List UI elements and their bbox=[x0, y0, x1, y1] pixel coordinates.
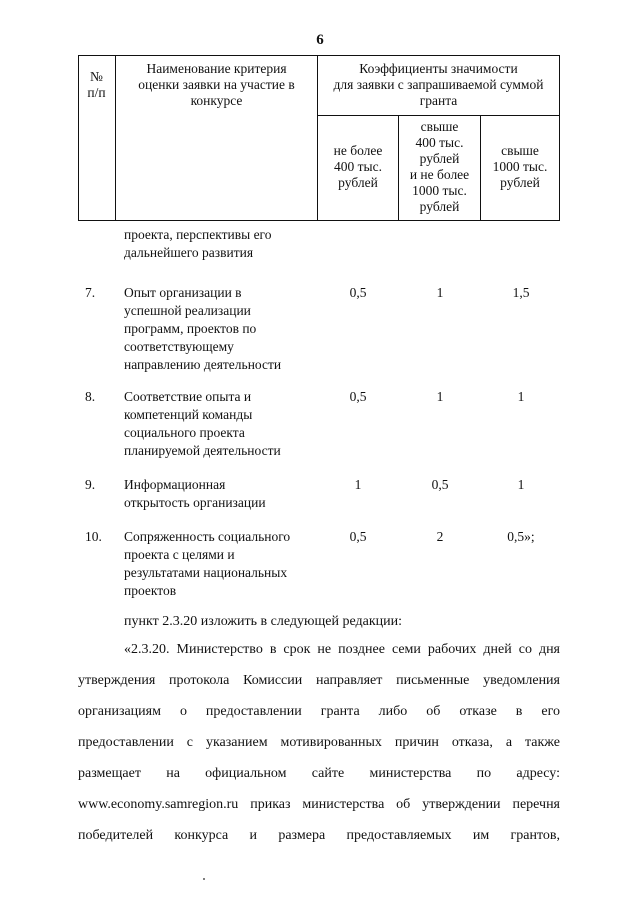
row-criterion: Информационная открытость организации bbox=[124, 477, 266, 510]
header-sub-over-1000k: свыше 1000 тыс. рублей bbox=[492, 143, 548, 190]
row-criterion: Сопряженность социального проекта с целями и результатами национальных проектов bbox=[124, 529, 291, 598]
header-criterion: Наименование критерия оценки заявки на участие в конкурсе bbox=[138, 61, 295, 108]
row-value-3: 0,5»; bbox=[507, 529, 535, 544]
row-value-3: 1 bbox=[517, 389, 525, 404]
paragraph-line: победителей конкурса и размера предоставляемых им грантов, bbox=[78, 828, 560, 843]
table-header bbox=[78, 55, 560, 221]
page-number: 6 bbox=[316, 32, 324, 48]
amendment-intro: пункт 2.3.20 изложить в следующей редакции: bbox=[124, 614, 402, 629]
row-value-1: 1 bbox=[354, 477, 362, 492]
paragraph-line: организациям о предоставлении гранта либо об отказе в его bbox=[78, 704, 560, 719]
header-sub-up-to-400k: не более 400 тыс. рублей bbox=[333, 143, 383, 190]
paragraph-line: www.economy.samregion.ru приказ министерства об утверждении перечня bbox=[78, 797, 560, 812]
row-value-2: 0,5 bbox=[431, 477, 449, 492]
row-criterion: Соответствие опыта и компетенций команды социального проекта планируемой деятельности bbox=[124, 389, 281, 458]
row-number: 8. bbox=[85, 389, 96, 404]
row-value-1: 0,5 bbox=[349, 285, 367, 300]
header-sub-400k-1000k: свыше 400 тыс. рублей и не более 1000 тыс. рублей bbox=[409, 119, 470, 214]
row-criterion: Опыт организации в успешной реализации программ, проектов по соответствующему направлению деятельности bbox=[124, 285, 282, 372]
row-value-2: 2 bbox=[436, 529, 444, 544]
amendment-paragraph bbox=[78, 641, 560, 858]
row-value-2: 1 bbox=[436, 285, 444, 300]
row-number: 10. bbox=[85, 529, 102, 544]
row-number: 9. bbox=[85, 477, 96, 492]
paragraph-line: утверждения протокола Комиссии направляет письменные уведомления bbox=[78, 673, 560, 688]
row-value-1: 0,5 bbox=[349, 529, 367, 544]
row-value-2: 1 bbox=[436, 389, 444, 404]
row-value-3: 1,5 bbox=[512, 285, 530, 300]
header-number: № п/п bbox=[87, 69, 106, 100]
paragraph-line: размещает на официальном сайте министерства по адресу: bbox=[78, 766, 560, 781]
paragraph-line: «2.3.20. Министерство в срок не позднее семи рабочих дней со дня bbox=[124, 642, 560, 657]
scan-speck bbox=[203, 878, 205, 880]
header-coefficients: Коэффициенты значимости для заявки с запрашиваемой суммой гранта bbox=[333, 61, 544, 108]
row-number: 7. bbox=[85, 285, 96, 300]
row-value-3: 1 bbox=[517, 477, 525, 492]
paragraph-line: предоставлении с указанием мотивированных причин отказа, а также bbox=[78, 735, 560, 750]
row-value-1: 0,5 bbox=[349, 389, 367, 404]
